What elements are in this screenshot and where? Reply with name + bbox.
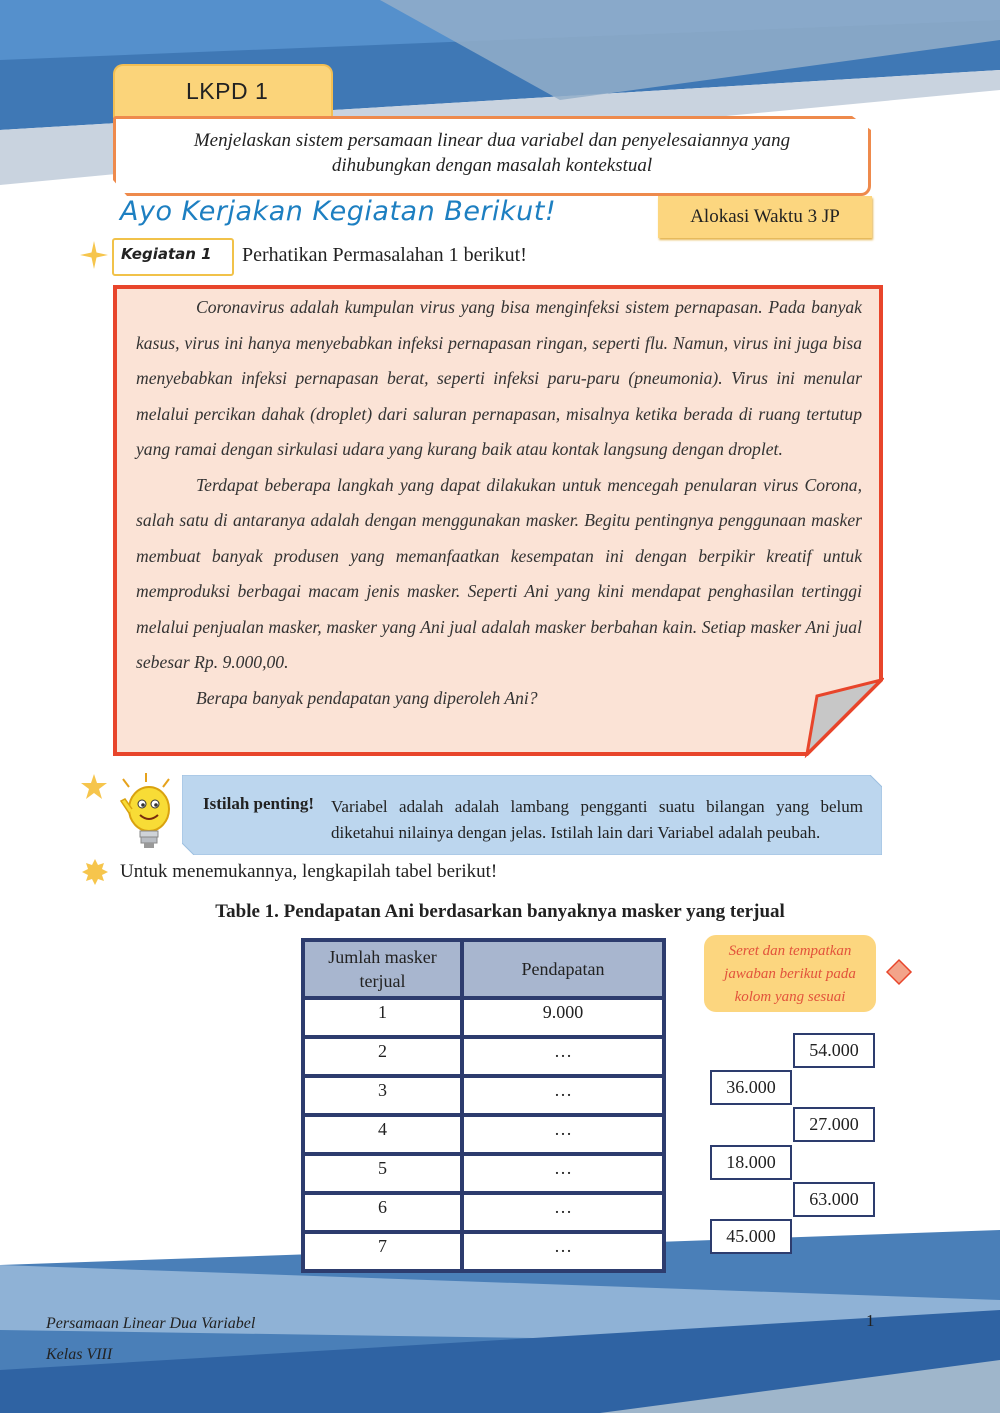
table-row bbox=[303, 1154, 664, 1193]
income-drop-slot[interactable]: … bbox=[462, 1193, 664, 1232]
lightbulb-icon bbox=[113, 773, 179, 857]
table-row bbox=[303, 1232, 664, 1271]
sun-icon bbox=[82, 859, 108, 885]
star-icon bbox=[80, 773, 108, 801]
lkpd-title: LKPD 1 bbox=[186, 78, 269, 104]
note-text: Variabel adalah adalah lambang pengganti suatu bilangan yang belum diketahui nilainya dengan jelas. Istilah lain dari Variabel adalah peubah. bbox=[331, 797, 863, 842]
drag-hint-text: Seret dan tempatkan jawaban berikut pada kolom yang sesuai bbox=[724, 943, 856, 1005]
time-allocation-badge bbox=[658, 196, 872, 238]
answer-chip[interactable]: 54.000 bbox=[793, 1033, 875, 1068]
quantity-cell: 2 bbox=[303, 1037, 462, 1076]
problem-paragraph: Terdapat beberapa langkah yang dapat dilakukan untuk mencegah penularan virus Corona, salah satu di antaranya adalah dengan menggunakan masker. Begitu pentingnya penggunaan masker membuat banyak produsen yang memanfaatkan kesempatan ini dengan berpikir kreatif untuk memproduksi berbagai macam jenis masker. Seperti Ani yang kini mendapat penghasilan tertinggi melalui penjualan masker, masker yang Ani jual adalah masker berbahan kain. Setiap masker Ani jual sebesar Rp. 9.000,00. bbox=[136, 474, 862, 672]
table-title: Table 1. Pendapatan Ani berdasarkan banyaknya masker yang terjual bbox=[215, 901, 785, 922]
problem-question: Berapa banyak pendapatan yang diperoleh Ani? bbox=[196, 687, 538, 708]
income-drop-slot[interactable]: … bbox=[462, 1037, 664, 1076]
activity-instruction: Perhatikan Permasalahan 1 berikut! bbox=[242, 244, 527, 266]
table-row bbox=[303, 1193, 664, 1232]
table-row bbox=[303, 1037, 664, 1076]
table-row bbox=[303, 1076, 664, 1115]
footer-grade: Kelas VIII bbox=[46, 1346, 113, 1363]
page-number: 1 bbox=[866, 1311, 875, 1330]
quantity-cell: 5 bbox=[303, 1154, 462, 1193]
answer-chip[interactable]: 45.000 bbox=[710, 1219, 792, 1254]
answer-chip[interactable]: 18.000 bbox=[710, 1145, 792, 1180]
income-cell: 9.000 bbox=[462, 998, 664, 1037]
activity-label: Kegiatan 1 bbox=[121, 245, 212, 263]
answer-chip[interactable]: 27.000 bbox=[793, 1107, 875, 1142]
time-allocation-text: Alokasi Waktu 3 JP bbox=[690, 206, 840, 227]
table-row bbox=[303, 1115, 664, 1154]
problem-paragraph: Coronavirus adalah kumpulan virus yang bisa menginfeksi sistem pernapasan. Pada banyak kasus, virus ini hanya menyebabkan infeksi pernapasan ringan, seperti flu. Namun, virus ini juga bisa menyebabkan infeksi pernapasan berat, seperti infeksi paru-paru (pneumonia). Virus ini menular melalui percikan dahak (droplet) dari saluran pernapasan, misalnya ketika berada di ruang tertutup yang ramai dengan sirkulasi udara yang kurang baik atau kontak langsung dengan droplet. bbox=[136, 297, 862, 459]
income-drop-slot[interactable]: … bbox=[462, 1076, 664, 1115]
table-row bbox=[303, 998, 664, 1037]
quantity-cell: 3 bbox=[303, 1076, 462, 1115]
problem-text bbox=[136, 290, 862, 716]
answer-chip[interactable]: 63.000 bbox=[793, 1182, 875, 1217]
objective-text: Menjelaskan sistem persamaan linear dua variabel dan penyelesaiannya yang dihubungkan dengan masalah kontekstual bbox=[193, 130, 791, 176]
quantity-cell: 1 bbox=[303, 998, 462, 1037]
activity-heading: Ayo Kerjakan Kegiatan Berikut! bbox=[120, 196, 557, 227]
income-drop-slot[interactable]: … bbox=[462, 1154, 664, 1193]
quantity-cell: 4 bbox=[303, 1115, 462, 1154]
sparkle-icon bbox=[80, 241, 108, 269]
note-label: Istilah penting! bbox=[203, 794, 314, 813]
income-drop-slot[interactable]: … bbox=[462, 1115, 664, 1154]
answer-chip[interactable]: 36.000 bbox=[710, 1070, 792, 1105]
diamond-icon bbox=[885, 958, 913, 986]
income-drop-slot[interactable]: … bbox=[462, 1232, 664, 1271]
income-table bbox=[301, 938, 666, 1273]
quantity-cell: 6 bbox=[303, 1193, 462, 1232]
quantity-cell: 7 bbox=[303, 1232, 462, 1271]
column-header-quantity: Jumlah masker terjual bbox=[303, 940, 462, 998]
footer-subject: Persamaan Linear Dua Variabel bbox=[46, 1315, 256, 1332]
table-instruction: Untuk menemukannya, lengkapilah tabel berikut! bbox=[120, 861, 498, 882]
column-header-income: Pendapatan bbox=[462, 940, 664, 998]
